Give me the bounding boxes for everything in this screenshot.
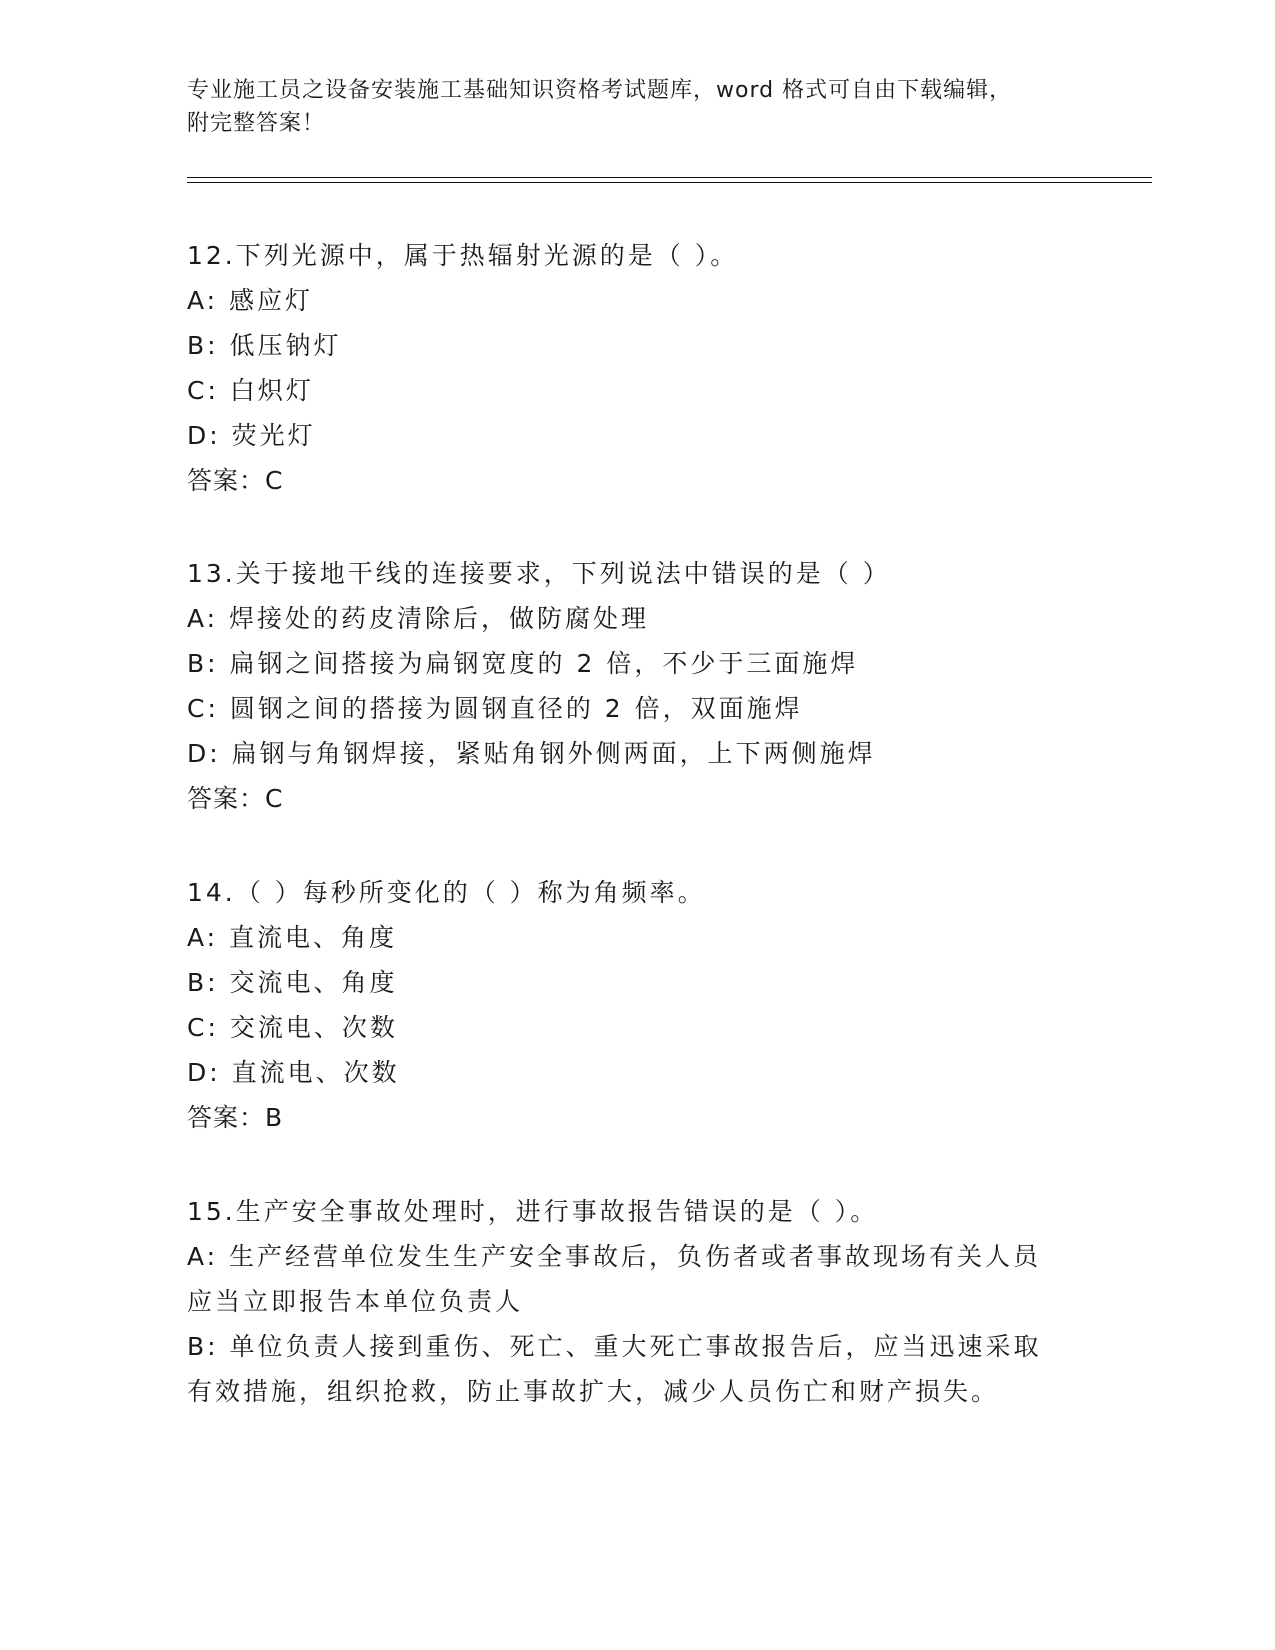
option-a: A: 感应灯 [187,286,314,315]
question-12 [187,233,1067,503]
option-c: C: 白炽灯 [187,376,314,405]
option-a: A: 直流电、角度 [187,923,398,952]
header-divider-bottom [187,182,1152,183]
answer: 答案：B [187,1103,284,1132]
question-stem: 12.下列光源中，属于热辐射光源的是（ ）。 [187,241,739,270]
option-b: B: 交流电、角度 [187,968,398,997]
header-divider-top [187,177,1152,178]
question-stem: 14.（ ）每秒所变化的（ ）称为角频率。 [187,878,706,907]
question-15 [187,1189,1067,1414]
question-stem: 15.生产安全事故处理时，进行事故报告错误的是（ ）。 [187,1197,879,1226]
option-d: D: 直流电、次数 [187,1058,400,1087]
option-a: A: 焊接处的药皮清除后，做防腐处理 [187,604,650,633]
answer: 答案：C [187,784,284,813]
question-stem: 13.关于接地干线的连接要求，下列说法中错误的是（ ） [187,559,891,588]
header-line-2: 附完整答案！ [187,111,326,136]
option-b: B: 低压钠灯 [187,331,342,360]
answer: 答案：C [187,466,284,495]
option-c: C: 圆钢之间的搭接为圆钢直径的 2 倍，双面施焊 [187,694,803,723]
header-line-1: 专业施工员之设备安装施工基础知识资格考试题库，word 格式可自由下载编辑， [187,78,1013,103]
option-d: D: 荧光灯 [187,421,316,450]
question-14 [187,870,1067,1140]
option-b: B: 扁钢之间搭接为扁钢宽度的 2 倍，不少于三面施焊 [187,649,859,678]
option-a: A: 生产经营单位发生生产安全事故后，负伤者或者事故现场有关人员应当立即报告本单位负责人 [187,1242,1042,1316]
option-d: D: 扁钢与角钢焊接，紧贴角钢外侧两面，上下两侧施焊 [187,739,876,768]
option-b: B: 单位负责人接到重伤、死亡、重大死亡事故报告后，应当迅速采取有效措施，组织抢救，防止事故扩大，减少人员伤亡和财产损失。 [187,1332,1042,1406]
option-c: C: 交流电、次数 [187,1013,398,1042]
question-13 [187,551,1067,821]
document-header [187,74,1067,140]
